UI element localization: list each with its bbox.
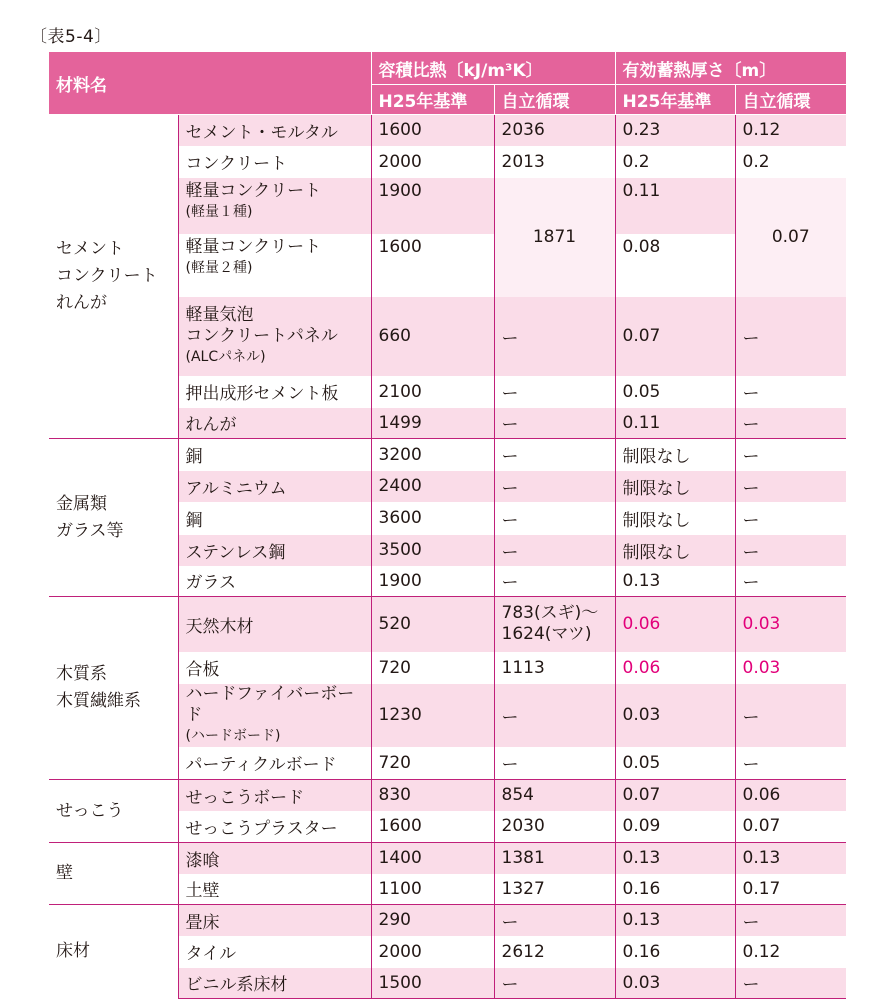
cap-h25: 520 [371, 597, 494, 652]
group-wood: 木質系 木質繊維系 [49, 597, 178, 780]
heat-storage-table [49, 52, 846, 999]
group-gypsum: せっこう [49, 780, 178, 843]
cap-h25: 1500 [371, 968, 494, 999]
thick-h25: 0.11 [615, 408, 735, 439]
thick-h25: 0.05 [615, 747, 735, 780]
header-material: 材料名 [49, 52, 371, 115]
cap-h25: 1600 [371, 811, 494, 843]
thick-h25: 0.06 [615, 597, 735, 652]
cap-jiritsu: 2612 [494, 936, 615, 968]
cap-h25: 2100 [371, 376, 494, 408]
table-row [49, 439, 846, 471]
thick-h25: 0.13 [615, 843, 735, 874]
group-cement: セメント コンクリート れんが [49, 115, 178, 439]
thick-h25: 0.11 [615, 178, 735, 234]
material-name: ハードファイバーボード (ハードボード) [178, 684, 371, 747]
material-name: 押出成形セメント板 [178, 376, 371, 408]
cap-h25: 3500 [371, 535, 494, 566]
cap-jiritsu: ー [494, 535, 615, 566]
header-row [49, 52, 846, 85]
thick-jiritsu: ー [735, 905, 846, 936]
thick-jiritsu: 0.03 [735, 597, 846, 652]
thick-jiritsu: ー [735, 471, 846, 502]
thick-h25: 0.07 [615, 780, 735, 811]
thick-jiritsu: ー [735, 684, 846, 747]
thick-h25: 0.09 [615, 811, 735, 843]
material-name: 天然木材 [178, 597, 371, 652]
thick-jiritsu: 0.17 [735, 874, 846, 905]
header-cap-jiritsu: 自立循環 [494, 85, 615, 115]
thick-jiritsu-merged: 0.07 [735, 178, 846, 297]
cap-h25: 290 [371, 905, 494, 936]
material-name: ガラス [178, 566, 371, 597]
material-name: 軽量コンクリート (軽量１種) [178, 178, 371, 234]
thick-h25: 0.16 [615, 936, 735, 968]
table-row [49, 780, 846, 811]
material-name: れんが [178, 408, 371, 439]
thick-jiritsu: 0.12 [735, 115, 846, 146]
cap-h25: 3600 [371, 502, 494, 535]
cap-jiritsu: ー [494, 471, 615, 502]
thick-h25: 制限なし [615, 471, 735, 502]
thick-jiritsu: 0.13 [735, 843, 846, 874]
table-caption: 〔表5-4〕 [30, 27, 112, 47]
cap-h25: 1900 [371, 566, 494, 597]
cap-jiritsu: 783(スギ)～ 1624(マツ) [494, 597, 615, 652]
cap-h25: 660 [371, 297, 494, 376]
thick-jiritsu: ー [735, 376, 846, 408]
group-wall: 壁 [49, 843, 178, 905]
cap-h25: 2000 [371, 146, 494, 178]
cap-h25: 830 [371, 780, 494, 811]
cap-h25: 1600 [371, 234, 494, 297]
material-name: せっこうボード [178, 780, 371, 811]
thick-jiritsu: 0.07 [735, 811, 846, 843]
material-name: 漆喰 [178, 843, 371, 874]
cap-jiritsu: ー [494, 439, 615, 471]
header-thick-jiritsu: 自立循環 [735, 85, 846, 115]
thick-jiritsu: ー [735, 968, 846, 999]
thick-jiritsu: 0.2 [735, 146, 846, 178]
cap-h25: 720 [371, 747, 494, 780]
thick-h25: 0.05 [615, 376, 735, 408]
material-name: 軽量気泡 コンクリートパネル (ALCパネル) [178, 297, 371, 376]
header-heat-capacity: 容積比熱〔kJ/m³K〕 [371, 52, 615, 85]
material-name: コンクリート [178, 146, 371, 178]
table-row [49, 115, 846, 146]
thick-h25: 0.03 [615, 968, 735, 999]
material-name: 銅 [178, 439, 371, 471]
cap-jiritsu: ー [494, 566, 615, 597]
material-name: セメント・モルタル [178, 115, 371, 146]
cap-jiritsu: ー [494, 905, 615, 936]
group-floor: 床材 [49, 905, 178, 999]
cap-jiritsu: 2013 [494, 146, 615, 178]
thick-h25: 0.16 [615, 874, 735, 905]
header-thick-h25: H25年基準 [615, 85, 735, 115]
material-name: 土壁 [178, 874, 371, 905]
table-row [49, 905, 846, 936]
thick-jiritsu: ー [735, 297, 846, 376]
thick-jiritsu: ー [735, 439, 846, 471]
header-cap-h25: H25年基準 [371, 85, 494, 115]
cap-h25: 1400 [371, 843, 494, 874]
thick-h25: 制限なし [615, 439, 735, 471]
material-name: 畳床 [178, 905, 371, 936]
thick-h25: 0.2 [615, 146, 735, 178]
thick-jiritsu: ー [735, 408, 846, 439]
cap-jiritsu: 854 [494, 780, 615, 811]
thick-jiritsu: ー [735, 535, 846, 566]
cap-jiritsu: 2030 [494, 811, 615, 843]
table-row [49, 843, 846, 874]
thick-h25: 0.13 [615, 566, 735, 597]
material-name: ステンレス鋼 [178, 535, 371, 566]
thick-h25: 0.07 [615, 297, 735, 376]
thick-jiritsu: 0.12 [735, 936, 846, 968]
material-name: タイル [178, 936, 371, 968]
thick-h25: 0.03 [615, 684, 735, 747]
cap-h25: 1600 [371, 115, 494, 146]
thick-h25: 制限なし [615, 535, 735, 566]
thick-h25: 制限なし [615, 502, 735, 535]
cap-jiritsu: ー [494, 502, 615, 535]
material-name: 合板 [178, 652, 371, 684]
thick-h25: 0.13 [615, 905, 735, 936]
thick-h25: 0.23 [615, 115, 735, 146]
material-name: ビニル系床材 [178, 968, 371, 999]
thick-jiritsu: 0.06 [735, 780, 846, 811]
cap-h25: 1900 [371, 178, 494, 234]
cap-jiritsu: ー [494, 684, 615, 747]
material-name: アルミニウム [178, 471, 371, 502]
cap-jiritsu: ー [494, 968, 615, 999]
table-row [49, 597, 846, 652]
cap-jiritsu-merged: 1871 [494, 178, 615, 297]
cap-jiritsu: 1113 [494, 652, 615, 684]
thick-jiritsu: 0.03 [735, 652, 846, 684]
cap-jiritsu: ー [494, 747, 615, 780]
cap-jiritsu: ー [494, 376, 615, 408]
thick-jiritsu: ー [735, 566, 846, 597]
cap-h25: 3200 [371, 439, 494, 471]
thick-h25: 0.08 [615, 234, 735, 297]
cap-h25: 720 [371, 652, 494, 684]
cap-h25: 2400 [371, 471, 494, 502]
material-name: パーティクルボード [178, 747, 371, 780]
cap-jiritsu: 1327 [494, 874, 615, 905]
cap-h25: 1230 [371, 684, 494, 747]
material-name: せっこうプラスター [178, 811, 371, 843]
thick-h25: 0.06 [615, 652, 735, 684]
group-metal: 金属類 ガラス等 [49, 439, 178, 597]
material-name: 軽量コンクリート (軽量２種) [178, 234, 371, 297]
header-thickness: 有効蓄熱厚さ〔m〕 [615, 52, 846, 85]
cap-h25: 2000 [371, 936, 494, 968]
thick-jiritsu: ー [735, 502, 846, 535]
cap-jiritsu: ー [494, 297, 615, 376]
thick-jiritsu: ー [735, 747, 846, 780]
cap-jiritsu: ー [494, 408, 615, 439]
cap-jiritsu: 2036 [494, 115, 615, 146]
cap-jiritsu: 1381 [494, 843, 615, 874]
material-name: 鋼 [178, 502, 371, 535]
cap-h25: 1100 [371, 874, 494, 905]
cap-h25: 1499 [371, 408, 494, 439]
